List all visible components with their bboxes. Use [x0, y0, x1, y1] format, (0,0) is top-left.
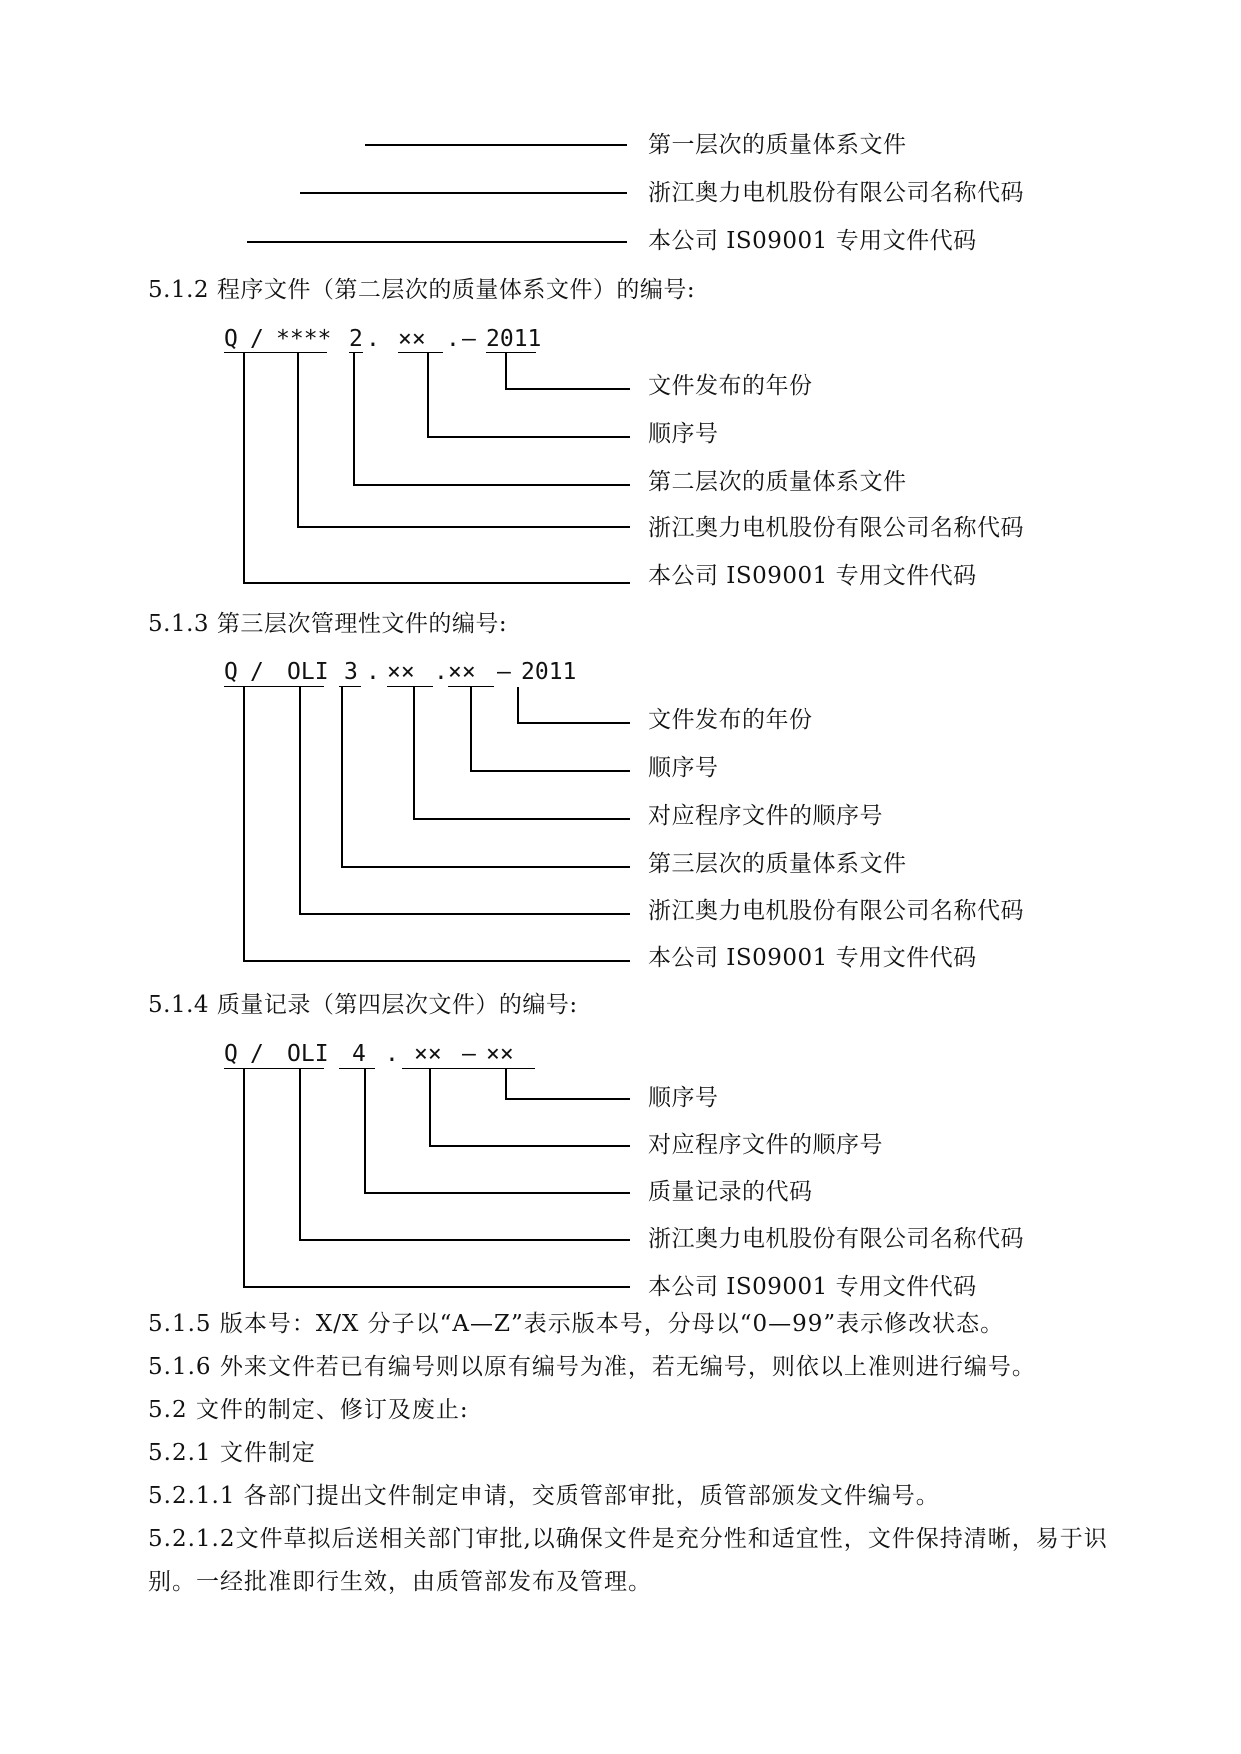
section-heading: 5.1.3 第三层次管理性文件的编号: [148, 611, 508, 637]
diagram-label: 第一层次的质量体系文件 [648, 132, 907, 158]
code-part: — [462, 326, 476, 352]
code-part: 2011 [521, 659, 577, 685]
diagram-label: 质量记录的代码 [648, 1179, 813, 1205]
connector-line [470, 687, 472, 771]
connector-line [353, 484, 630, 486]
code-part: ×× [387, 659, 415, 685]
connector-line [297, 526, 630, 528]
code-part: / [250, 1041, 264, 1067]
connector-line [517, 687, 519, 723]
connector-line [429, 1069, 431, 1146]
code-underline [224, 686, 324, 687]
code-part: ×× [486, 1041, 514, 1067]
code-part: 3 [344, 659, 358, 685]
code-part: ×× [448, 659, 476, 685]
code-part: . [434, 659, 448, 685]
connector-line [299, 1239, 630, 1241]
code-part: OLI [287, 1041, 329, 1067]
code-part: — [462, 1041, 476, 1067]
code-part: ×× [398, 326, 426, 352]
code-part: OLI [287, 659, 329, 685]
code-part: Q [224, 659, 238, 685]
code-part: Q [224, 1041, 238, 1067]
code-part: 4 [352, 1041, 366, 1067]
code-underline [339, 1068, 375, 1069]
diagram-label: 第三层次的质量体系文件 [648, 851, 907, 877]
diagram-label: 本公司 IS09001 专用文件代码 [648, 945, 977, 971]
section-heading: 5.1.2 程序文件（第二层次的质量体系文件）的编号: [148, 277, 696, 303]
diagram-label: 文件发布的年份 [648, 373, 813, 399]
paragraph-5-2-1-2: 5.2.1.2文件草拟后送相关部门审批,以确保文件是充分性和适宜性，文件保持清晰，易于识别。一经批准即行生效，由质管部发布及管理。 [148, 1526, 1108, 1595]
code-part: / [250, 659, 264, 685]
code-part: . [366, 659, 380, 685]
code-part: 2 [349, 326, 363, 352]
paragraph-5-1-6: 5.1.6 外来文件若已有编号则以原有编号为准，若无编号，则依以上准则进行编号。 [148, 1354, 1036, 1380]
connector-line [364, 1192, 630, 1194]
code-part: . [385, 1041, 399, 1067]
paragraph-5-2-1: 5.2.1 文件制定 [148, 1440, 316, 1466]
diagram-label: 本公司 IS09001 专用文件代码 [648, 563, 977, 589]
connector-line [427, 436, 630, 438]
code-underline [224, 1068, 324, 1069]
connector-line [243, 687, 245, 961]
code-part: — [497, 659, 511, 685]
leader-line [365, 144, 627, 146]
connector-line [517, 722, 630, 724]
connector-line [470, 770, 630, 772]
diagram-label: 浙江奥力电机股份有限公司名称代码 [648, 1226, 1024, 1252]
connector-line [427, 353, 429, 437]
paragraph-5-2-1-1: 5.2.1.1 各部门提出文件制定申请，交质管部审批，质管部颁发文件编号。 [148, 1483, 940, 1509]
connector-line [341, 866, 630, 868]
connector-line [429, 1145, 630, 1147]
code-underline [224, 352, 327, 353]
code-part: Q [224, 326, 238, 352]
diagram-label: 对应程序文件的顺序号 [648, 1132, 883, 1158]
diagram-label: 浙江奥力电机股份有限公司名称代码 [648, 898, 1024, 924]
section-heading: 5.1.4 质量记录（第四层次文件）的编号: [148, 992, 578, 1018]
code-part: **** [276, 326, 332, 352]
diagram-label: 本公司 IS09001 专用文件代码 [648, 1274, 977, 1300]
diagram-label: 顺序号 [648, 421, 719, 447]
code-underline [402, 1068, 535, 1069]
connector-line [243, 582, 630, 584]
diagram-label: 文件发布的年份 [648, 707, 813, 733]
connector-line [505, 1069, 507, 1099]
diagram-label: 浙江奥力电机股份有限公司名称代码 [648, 180, 1024, 206]
code-part: ×× [414, 1041, 442, 1067]
connector-line [505, 353, 507, 389]
connector-line [243, 353, 245, 583]
connector-line [297, 353, 299, 527]
code-underline [486, 352, 536, 353]
connector-line [413, 687, 415, 819]
code-underline [349, 352, 363, 353]
connector-line [505, 1098, 630, 1100]
connector-line [413, 818, 630, 820]
connector-line [243, 960, 630, 962]
diagram-label: 本公司 IS09001 专用文件代码 [648, 228, 977, 254]
code-part: . [446, 326, 460, 352]
connector-line [341, 687, 343, 867]
diagram-label: 顺序号 [648, 755, 719, 781]
connector-line [299, 1069, 301, 1240]
paragraph-5-2: 5.2 文件的制定、修订及废止: [148, 1397, 469, 1423]
connector-line [243, 1069, 245, 1287]
connector-line [299, 913, 630, 915]
diagram-label: 第二层次的质量体系文件 [648, 469, 907, 495]
code-part: / [250, 326, 264, 352]
connector-line [505, 388, 630, 390]
diagram-label: 顺序号 [648, 1085, 719, 1111]
code-part: . [366, 326, 380, 352]
paragraph-5-1-5: 5.1.5 版本号：X/X 分子以“A—Z”表示版本号，分母以“0—99”表示修改状态。 [148, 1311, 1005, 1337]
connector-line [364, 1069, 366, 1193]
leader-line [300, 192, 627, 194]
code-part: 2011 [486, 326, 542, 352]
diagram-label: 浙江奥力电机股份有限公司名称代码 [648, 515, 1024, 541]
connector-line [299, 687, 301, 914]
diagram-label: 对应程序文件的顺序号 [648, 803, 883, 829]
code-underline [398, 352, 443, 353]
leader-line [247, 241, 627, 243]
connector-line [243, 1286, 630, 1288]
connector-line [353, 353, 355, 485]
code-underline [387, 686, 433, 687]
